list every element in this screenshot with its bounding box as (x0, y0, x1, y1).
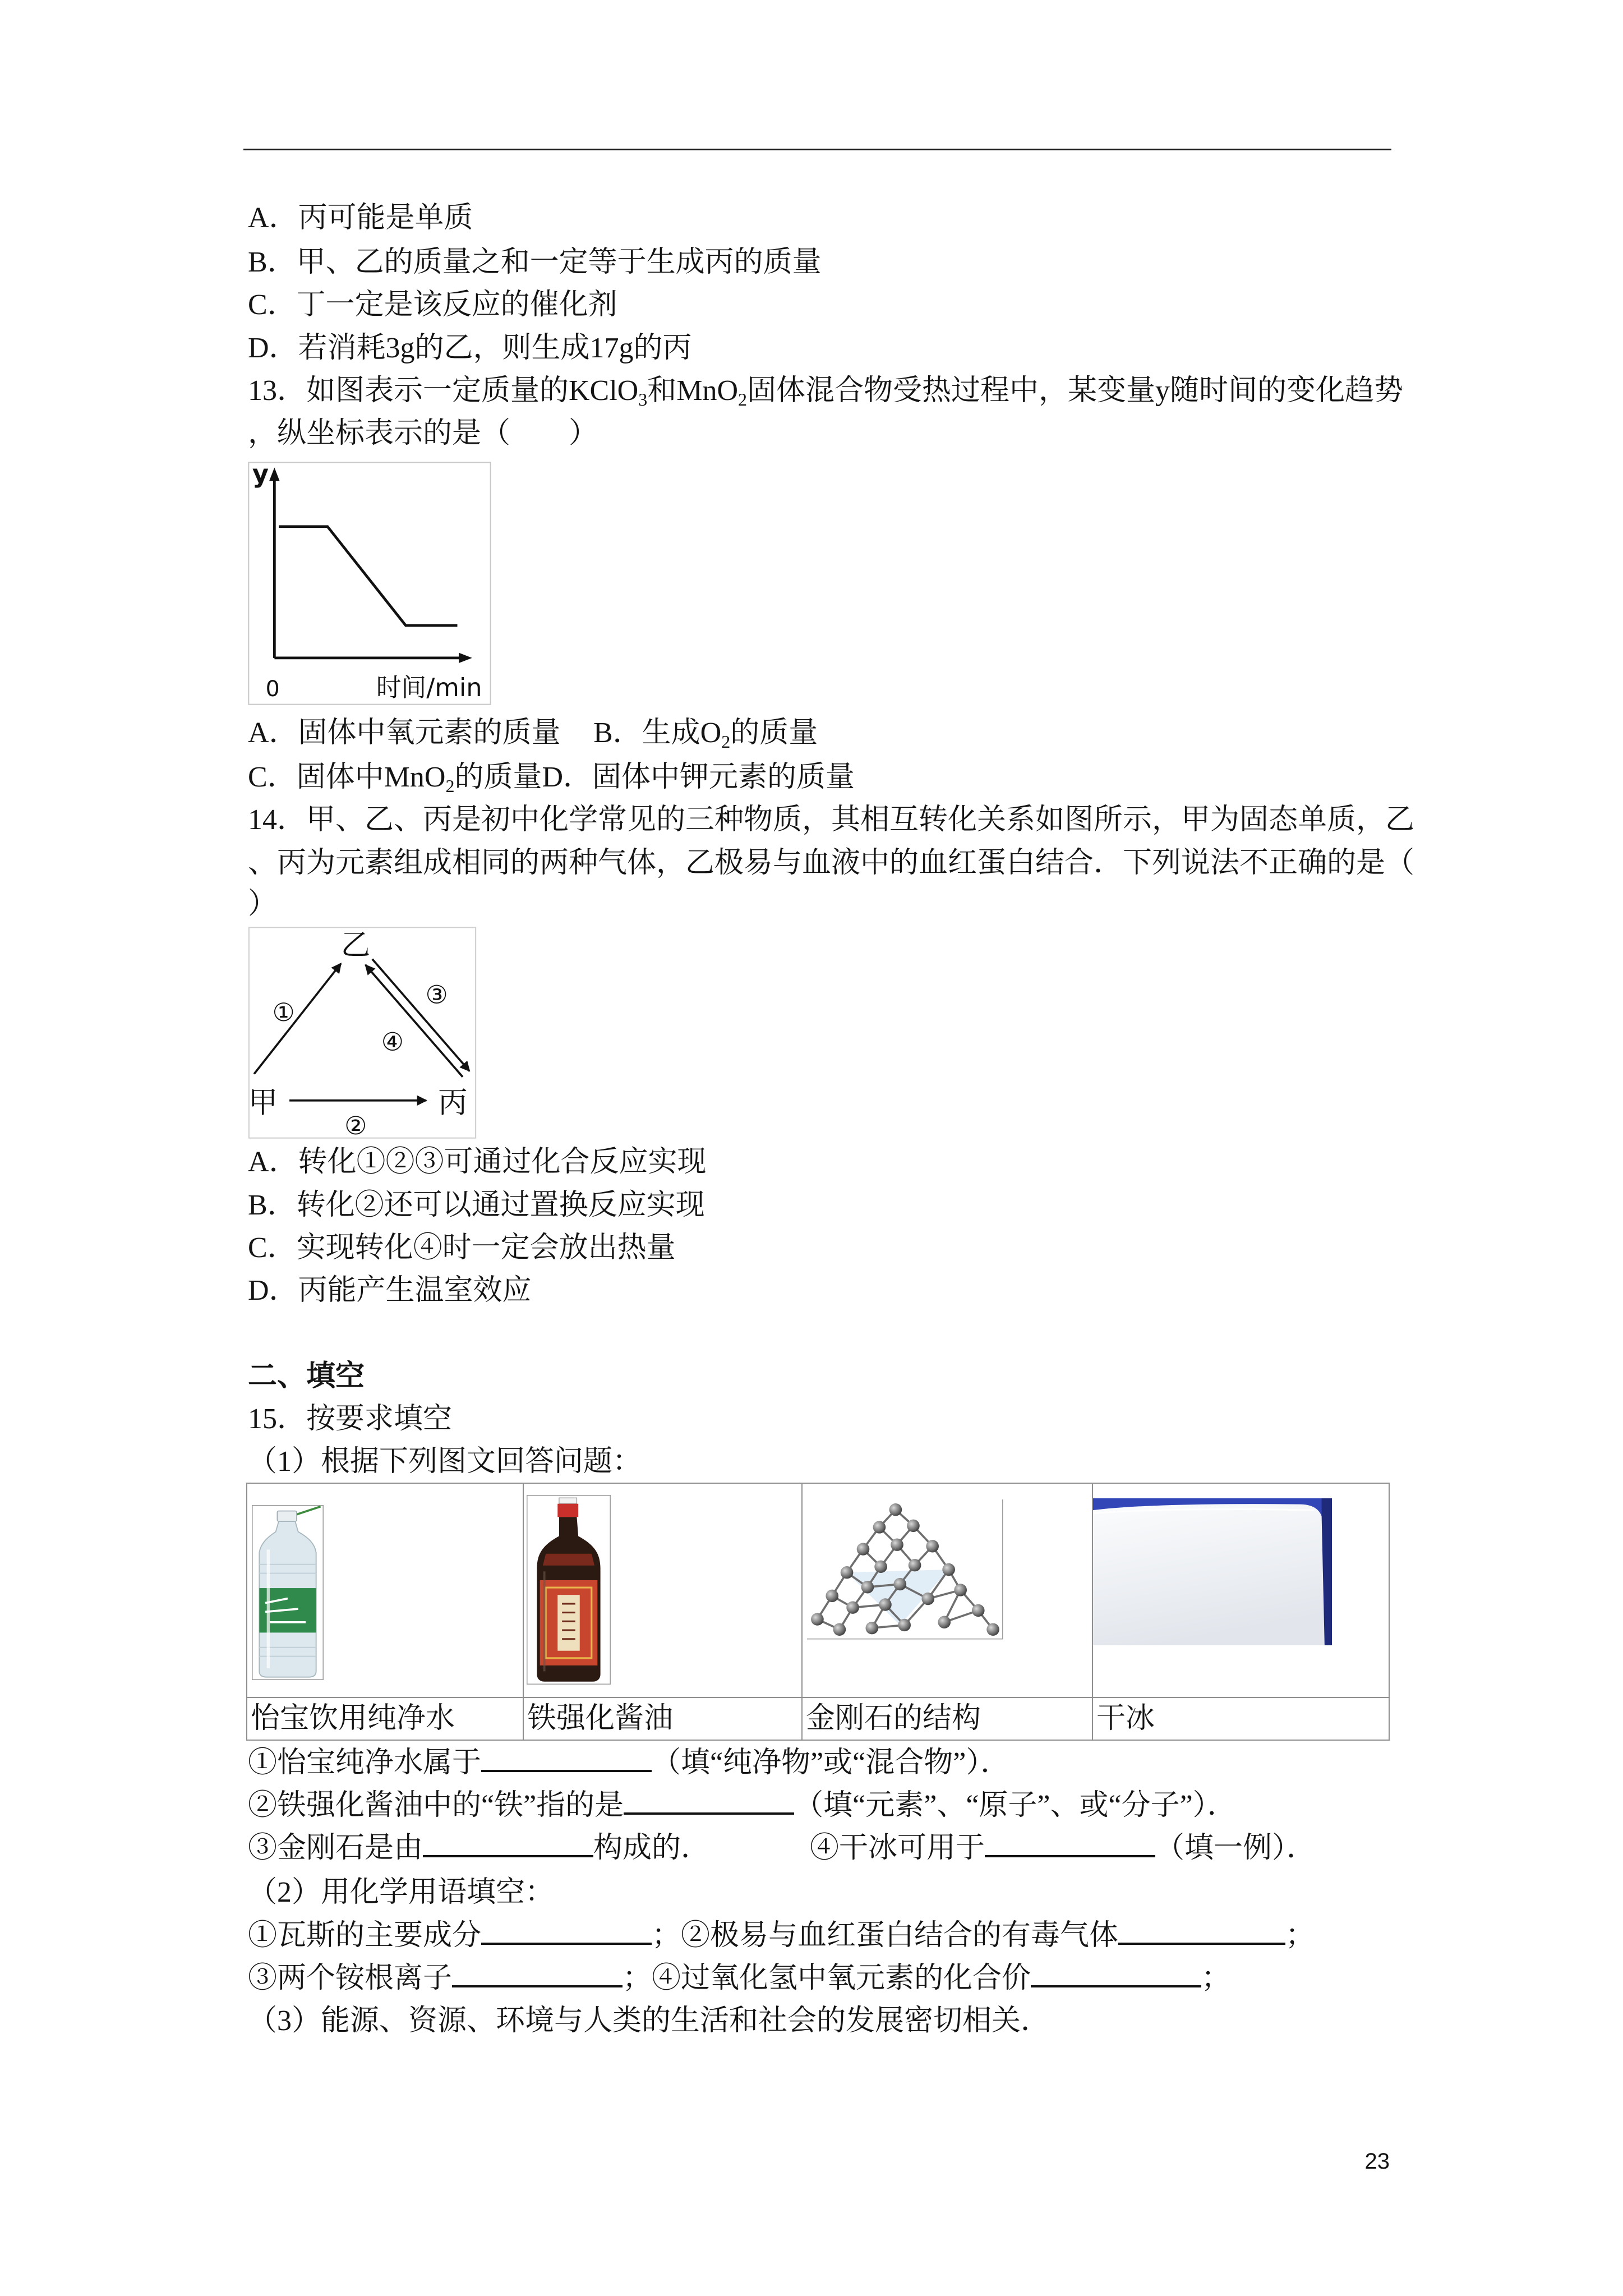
answer-blank (624, 1790, 794, 1815)
q14-stem-line1: 14．甲、乙、丙是初中化学常见的三种物质，其相互转化关系如图所示，甲为固态单质，乙 (248, 804, 1415, 836)
item-text: ； (1201, 1962, 1231, 1994)
q15-part2-items12 (248, 1915, 1315, 1957)
item-text: ； (652, 1920, 681, 1952)
q13-option-b-text: 的质量 (730, 717, 818, 749)
q15-part1-item4 (810, 1827, 1316, 1870)
item-text: ③金刚石是由 (248, 1832, 423, 1864)
q13-stem-line2: ，纵坐标表示的是（ ） (248, 417, 598, 449)
q12-option-c: C．丁一定是该反应的催化剂 (248, 289, 617, 321)
subscript: 2 (445, 776, 455, 796)
item-text: ④干冰可用于 (810, 1832, 985, 1864)
label-4: ④ (381, 1027, 404, 1057)
q13-option-b-text: B．生成O (593, 717, 722, 749)
label-2: ② (344, 1111, 367, 1139)
water-bottle-photo (252, 1505, 324, 1680)
answer-blank (452, 1963, 623, 1987)
q13-option-a: A．固体中氧元素的质量 (248, 717, 561, 749)
caption-diamond: 金刚石的结构 (803, 1698, 1092, 1740)
label-3: ③ (425, 980, 448, 1010)
node-right: 丙 (438, 1085, 468, 1120)
item-text: ①瓦斯的主要成分 (248, 1920, 482, 1952)
answer-blank (481, 1747, 652, 1772)
q13-option-d: D．固体中钾元素的质量 (542, 761, 855, 793)
answer-blank (481, 1920, 652, 1945)
q12-option-b: B．甲、乙的质量之和一定等于生成丙的质量 (248, 246, 822, 278)
item-text: ④过氧化氢中氧元素的化合价 (652, 1962, 1031, 1994)
table-cell-water-image (247, 1484, 523, 1697)
q15-part1-item1 (248, 1742, 1009, 1784)
q14-option-d: D．丙能产生温室效应 (248, 1274, 532, 1306)
graph-frame (248, 462, 490, 704)
table-cell-dry-ice-image (1093, 1484, 1389, 1697)
item-text: ①怡宝纯净水属于 (248, 1747, 482, 1779)
answer-blank (1031, 1963, 1201, 1987)
page-number: 23 (1364, 2149, 1390, 2174)
dry-ice-photo (1093, 1498, 1332, 1645)
q12-option-d: D．若消耗3g的乙，则生成17g的丙 (248, 332, 692, 364)
node-top: 乙 (340, 927, 371, 962)
node-left: 甲 (248, 1085, 278, 1120)
q15-part2-intro: （2）用化学用语填空： (248, 1876, 555, 1908)
q13-options-ab (248, 712, 818, 754)
q13-graph (248, 462, 491, 705)
caption-water: 怡宝饮用纯净水 (247, 1698, 523, 1740)
item-text: （填“元素”、“原子”、或“分子”）． (794, 1789, 1237, 1821)
q13-stem-text: 和MnO (647, 375, 739, 407)
caption-dry-ice: 干冰 (1093, 1698, 1389, 1740)
subscript: 2 (738, 389, 748, 409)
origin-label: 0 (265, 676, 280, 702)
q13-options-cd (248, 756, 855, 799)
q15-part1-item2 (248, 1784, 1237, 1827)
label-1: ① (272, 998, 295, 1027)
q14-option-a: A．转化①②③可通过化合反应实现 (248, 1146, 707, 1178)
q15-part1-items34 (248, 1827, 1316, 1870)
q13-option-c-text: C．固体中MnO (248, 761, 446, 793)
section-heading: 二、填空 (248, 1360, 365, 1392)
soy-sauce-bottle-photo (527, 1495, 611, 1685)
q13-stem-text: 13．如图表示一定质量的KClO (248, 375, 639, 407)
table-cell-diamond-image (803, 1484, 1092, 1697)
item-text: 构成的． (593, 1832, 711, 1864)
item-text: ； (1285, 1920, 1315, 1952)
q15-title: 15．按要求填空 (248, 1403, 453, 1435)
q14-option-c: C．实现转化④时一定会放出热量 (248, 1232, 676, 1264)
x-axis-label: 时间/min (376, 673, 482, 703)
q15-part2-items34 (248, 1957, 1230, 2000)
q14-option-b: B．转化②还可以通过置换反应实现 (248, 1189, 705, 1221)
y-axis-label: y (252, 462, 269, 489)
q13-stem-text: 固体混合物受热过程中，某变量y随时间的变化趋势 (747, 375, 1404, 407)
figure-table (246, 1483, 1390, 1741)
q13-stem-line1 (248, 370, 1403, 412)
item-text: ②铁强化酱油中的“铁”指的是 (248, 1789, 624, 1821)
subscript: 2 (721, 731, 731, 752)
q15-part1-intro: （1）根据下列图文回答问题： (248, 1446, 642, 1478)
caption-soy-sauce: 铁强化酱油 (524, 1698, 801, 1740)
header-rule (243, 149, 1391, 150)
item-text: （填一例）． (1155, 1832, 1316, 1864)
q13-option-c-text: 的质量 (454, 761, 542, 793)
item-text: ③两个铵根离子 (248, 1962, 453, 1994)
answer-blank (985, 1833, 1155, 1857)
item-text: ； (623, 1962, 652, 1994)
item-text: （填“纯净物”或“混合物”）． (652, 1747, 1010, 1779)
q14-stem-line2: 、丙为元素组成相同的两种气体，乙极易与血液中的血红蛋白结合．下列说法不正确的是（ (248, 847, 1415, 879)
answer-blank (423, 1833, 593, 1857)
q15-part3-intro: （3）能源、资源、环境与人类的生活和社会的发展密切相关． (248, 2005, 1050, 2037)
q14-stem-line3: ） (248, 888, 278, 920)
q14-conversion-diagram (248, 927, 477, 1139)
q12-option-a: A．丙可能是单质 (248, 202, 473, 234)
subscript: 3 (638, 389, 648, 409)
diamond-structure-model (807, 1499, 1003, 1640)
q13-option-b (593, 712, 818, 757)
table-cell-soy-sauce-image (524, 1484, 801, 1697)
item-text: ②极易与血红蛋白结合的有毒气体 (681, 1920, 1119, 1952)
answer-blank (1118, 1920, 1285, 1945)
